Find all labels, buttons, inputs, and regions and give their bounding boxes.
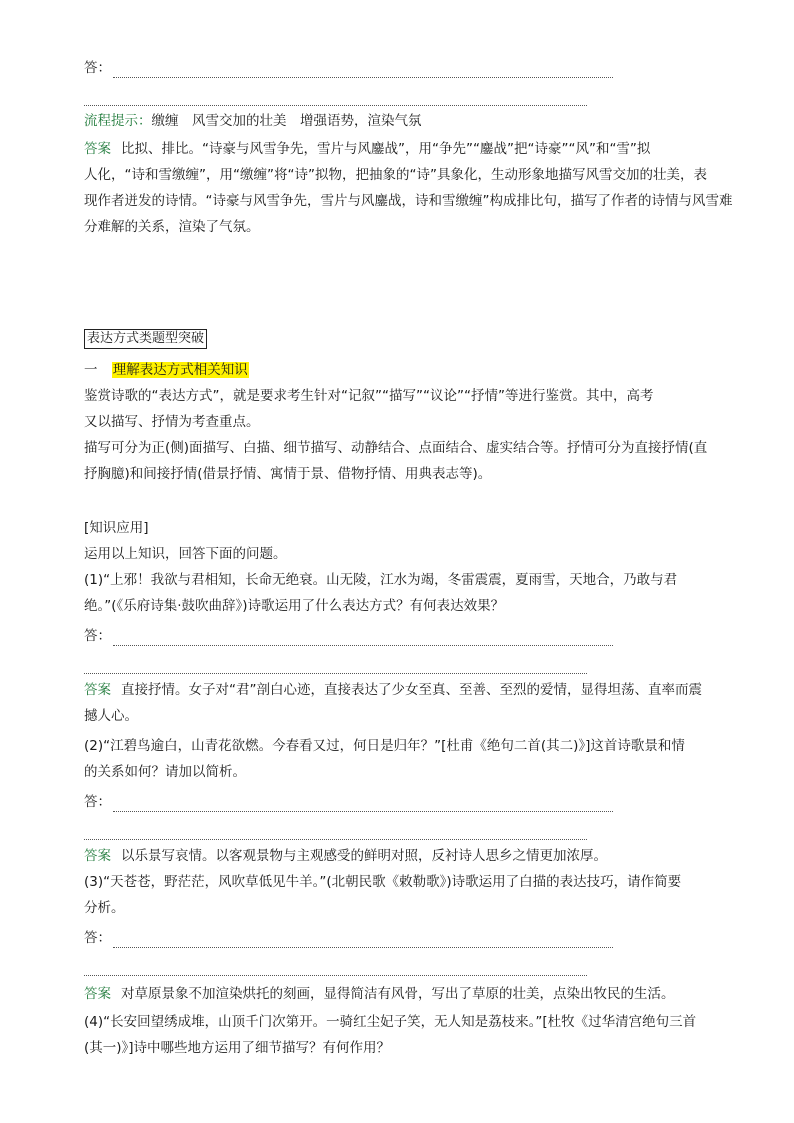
flow-hint bbox=[84, 111, 764, 131]
answer-line-1 bbox=[84, 928, 764, 948]
answer-label: 答案 bbox=[84, 682, 111, 698]
question-text: (2)“江碧鸟逾白，山青花欲燃。今春看又过，何日是归年？”[杜甫《绝句二首(其二)》]这首诗歌景和情 bbox=[84, 738, 685, 754]
answer-dotted-line bbox=[84, 659, 587, 674]
answer-paragraph-line bbox=[84, 191, 764, 211]
heading-text: 理解表达方式相关知识 bbox=[112, 362, 248, 378]
answer-text: 撼人心。 bbox=[84, 708, 138, 724]
answer-3 bbox=[84, 984, 764, 1004]
answer-label: 答案 bbox=[84, 141, 111, 157]
answer-dotted-line bbox=[113, 797, 613, 812]
answer-line-2 bbox=[84, 654, 764, 674]
question-text: (3)“天苍苍，野茫茫，风吹草低见牛羊。”(北朝民歌《敕勒歌》)诗歌运用了白描的表达技巧，请作简要 bbox=[84, 874, 682, 890]
paragraph-line bbox=[84, 386, 764, 406]
answer-prefix: 答： bbox=[84, 628, 111, 644]
question-text: 分析。 bbox=[84, 900, 125, 916]
answer-line-2 bbox=[84, 956, 764, 976]
answer-dotted-line bbox=[113, 933, 613, 948]
question-2-line bbox=[84, 762, 764, 782]
paragraph-text: 描写可分为正(侧)面描写、白描、细节描写、动静结合、点面结合、虚实结合等。抒情可分为直接抒情(直 bbox=[84, 440, 708, 456]
answer-text: 分难解的关系，渲染了气氛。 bbox=[84, 219, 260, 235]
question-3-line bbox=[84, 898, 764, 918]
answer-1 bbox=[84, 706, 764, 726]
question-1-line bbox=[84, 596, 764, 616]
paragraph-text: 鉴赏诗歌的“表达方式”，就是要求考生针对“记叙”“描写”“议论”“抒情”等进行鉴赏。其中，高考 bbox=[84, 388, 654, 404]
answer-text: 对草原景象不加渲染烘托的刻画，显得简洁有风骨，写出了草原的壮美，点染出牧民的生活。 bbox=[121, 986, 675, 1002]
answer-dotted-line bbox=[113, 631, 613, 646]
answer-prefix: 答： bbox=[84, 930, 111, 946]
paragraph-line bbox=[84, 438, 764, 458]
answer-dotted-line bbox=[84, 825, 587, 840]
paragraph-text: 抒胸臆)和间接抒情(借景抒情、寓情于景、借物抒情、用典表志等)。 bbox=[84, 466, 492, 482]
answer-paragraph-line bbox=[84, 165, 764, 185]
answer-text: 以乐景写哀情。以客观景物与主观感受的鲜明对照，反衬诗人思乡之情更加浓厚。 bbox=[121, 848, 607, 864]
flow-hint-label: 流程提示： bbox=[84, 113, 152, 129]
answer-line-1 bbox=[84, 626, 764, 646]
answer-prefix: 答： bbox=[84, 794, 111, 810]
question-4-line bbox=[84, 1012, 764, 1032]
answer-label: 答案 bbox=[84, 986, 111, 1002]
answer-line-1 bbox=[84, 58, 764, 78]
answer-text: 比拟、排比。“诗豪与风雪争先，雪片与风鏖战”，用“争先”“鏖战”把“诗豪”“风”和“雪”拟 bbox=[121, 141, 651, 157]
flow-hint-text: 缴缠 风雪交加的壮美 增强语势，渲染气氛 bbox=[151, 113, 422, 129]
knowledge-label: [知识应用] bbox=[84, 520, 149, 536]
question-text: (其一)》]诗中哪些地方运用了细节描写？有何作用？ bbox=[84, 1040, 391, 1056]
question-text: 的关系如何？请加以简析。 bbox=[84, 764, 246, 780]
question-1-line bbox=[84, 570, 764, 590]
answer-2 bbox=[84, 846, 764, 866]
section-heading bbox=[84, 360, 249, 380]
answer-paragraph-line bbox=[84, 139, 764, 159]
question-text: (1)“上邪！我欲与君相知，长命无绝衰。山无陵，江水为竭，冬雷震震，夏雨雪，天地合，乃敢与君 bbox=[84, 572, 678, 588]
answer-prefix: 答： bbox=[84, 60, 111, 76]
answer-text: 直接抒情。女子对“君”剖白心迹，直接表达了少女至真、至善、至烈的爱情，显得坦荡、直率而震 bbox=[121, 682, 702, 698]
answer-line-1 bbox=[84, 792, 764, 812]
answer-dotted-line bbox=[84, 91, 587, 106]
answer-1 bbox=[84, 680, 764, 700]
paragraph-line bbox=[84, 464, 764, 484]
answer-dotted-line bbox=[84, 961, 587, 976]
answer-dotted-line bbox=[113, 63, 613, 78]
answer-line-2 bbox=[84, 820, 764, 840]
answer-text: 人化，“诗和雪缴缠”，用“缴缠”将“诗”拟物，把抽象的“诗”具象化，生动形象地描写风雪交加的壮美，表 bbox=[84, 167, 707, 183]
instruction: 运用以上知识，回答下面的问题。 bbox=[84, 546, 287, 562]
paragraph-text: 又以描写、抒情为考查重点。 bbox=[84, 414, 260, 430]
answer-label: 答案 bbox=[84, 848, 111, 864]
question-3-line bbox=[84, 872, 764, 892]
answer-paragraph-line bbox=[84, 217, 764, 237]
question-2-line bbox=[84, 736, 764, 756]
question-text: (4)“长安回望绣成堆，山顶千门次第开。一骑红尘妃子笑，无人知是荔枝来。”[杜牧《过华清宫绝句三首 bbox=[84, 1014, 697, 1030]
section-title-box: 表达方式类题型突破 bbox=[84, 329, 207, 349]
answer-text: 现作者迸发的诗情。“诗豪与风雪争先，雪片与风鏖战，诗和雪缴缠”构成排比句，描写了作者的诗情与风雪难 bbox=[84, 193, 733, 209]
heading-number: 一 bbox=[84, 362, 98, 378]
question-4-line bbox=[84, 1038, 764, 1058]
answer-line-2 bbox=[84, 86, 764, 106]
paragraph-line bbox=[84, 412, 764, 432]
question-text: 绝。”(《乐府诗集·鼓吹曲辞》)诗歌运用了什么表达方式？有何表达效果？ bbox=[84, 598, 505, 614]
